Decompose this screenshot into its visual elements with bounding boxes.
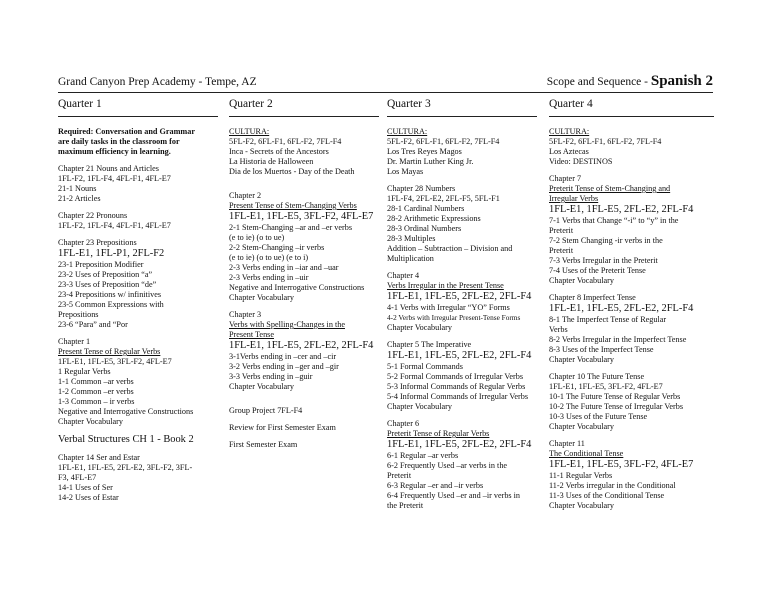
outline-line: La Historia de Halloween — [229, 157, 314, 166]
outline-line: 1FL-E1, 1FL-E5, 2FL-E2, 2FL-F4 — [387, 439, 532, 450]
outline-line: 11-1 Regular Verbs — [549, 471, 613, 480]
outline-line: 8-3 Uses of the Imperfect Tense — [549, 345, 654, 354]
outline-line: 5-1 Formal Commands — [387, 362, 463, 371]
doc-label-text: Scope and Sequence - — [546, 76, 651, 88]
outline-line: Chapter 14 Ser and Estar — [58, 453, 140, 462]
outline-line: 6-3 Regular –er and –ir verbs — [387, 481, 484, 490]
outline-line: Verbs Irregular in the Present Tense — [387, 281, 504, 290]
outline-line: Chapter 1 — [58, 337, 91, 346]
outline-line: Preterit — [387, 471, 412, 480]
outline-line: 23-5 Common Expressions with — [58, 300, 164, 309]
outline-line: 1FL-F2, 1FL-F4, 4FL-F1, 4FL-E7 — [58, 174, 171, 183]
outline-line: 14-2 Uses of Estar — [58, 493, 119, 502]
outline-line: 4-1 Verbs with Irregular “YO” Forms — [387, 303, 510, 312]
outline-line: 1FL-E1, 1FL-P1, 2FL-F2 — [58, 248, 165, 259]
spacer — [549, 286, 714, 293]
document-label — [547, 73, 713, 90]
page-header — [58, 73, 713, 90]
spacer — [387, 412, 537, 419]
outline-line: Chapter Vocabulary — [549, 501, 614, 510]
outline-line: 3-2 Verbs ending in –ger and –gir — [229, 362, 339, 371]
outline-line: 1FL-E1, 1FL-E5, 3FL-F2, 4FL-E7 — [549, 382, 663, 391]
outline-line: maximum efficiency in learning. — [58, 147, 171, 156]
outline-line: Preterit — [549, 246, 574, 255]
outline-line: Video: DESTINOS — [549, 157, 613, 166]
outline-line: Chapter Vocabulary — [387, 323, 452, 332]
outline-line: 3-3 Verbs ending in –guir — [229, 372, 313, 381]
outline-line: 1-2 Common –er verbs — [58, 387, 134, 396]
outline-line: Present Tense — [229, 330, 274, 339]
outline-line: 1FL-E1, 1FL-E5, 2FL-E2, 3FL-F2, 3FL- — [58, 463, 193, 472]
outline-line: Prepositions — [58, 310, 99, 319]
outline-line: 8-2 Verbs Irregular in the Imperfect Tense — [549, 335, 687, 344]
spacer — [229, 177, 379, 184]
outline-line: Chapter 5 The Imperative — [387, 340, 472, 349]
outline-line: Negative and Interrogative Constructions — [58, 407, 194, 416]
spacer — [229, 184, 379, 191]
outline-line: 11-2 Verbs irregular in the Conditional — [549, 481, 676, 490]
spacer — [229, 433, 379, 440]
outline-line: The Conditional Tense — [549, 449, 624, 458]
outline-line: 1 Regular Verbs — [58, 367, 111, 376]
outline-line: 23-2 Uses of Preposition “a” — [58, 270, 153, 279]
outline-line: 28-3 Ordinal Numbers — [387, 224, 462, 233]
outline-line: 1FL-F2, 1FL-F4, 4FL-F1, 4FL-E7 — [58, 221, 171, 230]
outline-line: Addition – Subtraction – Division and — [387, 244, 513, 253]
outline-line: Multiplication — [387, 254, 434, 263]
outline-line: 5-2 Formal Commands of Irregular Verbs — [387, 372, 524, 381]
spacer — [58, 157, 218, 164]
spacer — [229, 392, 379, 399]
spacer — [229, 416, 379, 423]
outline-line: 23-3 Uses of Preposition “de” — [58, 280, 157, 289]
heading-rule — [229, 116, 379, 117]
outline-line: Chapter Vocabulary — [387, 402, 452, 411]
spacer — [549, 167, 714, 174]
outline-line: Chapter 22 Pronouns — [58, 211, 128, 220]
outline-line: Chapter 6 — [387, 419, 420, 428]
heading-rule — [387, 116, 537, 117]
outline-line: 1-1 Common –ar verbs — [58, 377, 134, 386]
spacer — [387, 264, 537, 271]
outline-line: Preterit Tense of Regular Verbs — [387, 429, 490, 438]
outline-line: Chapter 7 — [549, 174, 582, 183]
outline-line: Verbs — [549, 325, 568, 334]
outline-line: 1FL-E1, 1FL-E5, 2FL-E2, 2FL-F4 — [549, 204, 694, 215]
outline-line: Los Aztecas — [549, 147, 589, 156]
outline-line: Negative and Interrogative Constructions — [229, 283, 365, 292]
spacer — [387, 177, 537, 184]
outline-line: 23-4 Prepositions w/ infinitives — [58, 290, 162, 299]
outline-line: Los Mayas — [387, 167, 424, 176]
outline-line: Chapter 23 Prepositions — [58, 238, 137, 247]
outline-line: 21-1 Nouns — [58, 184, 97, 193]
outline-line: 28-2 Arithmetic Expressions — [387, 214, 481, 223]
quarter-heading: Quarter 3 — [387, 98, 431, 110]
quarter-heading: Quarter 2 — [229, 98, 273, 110]
heading-rule — [58, 116, 218, 117]
spacer — [58, 330, 218, 337]
outline-line: CULTURA: — [549, 127, 590, 136]
spacer — [58, 446, 218, 453]
outline-line: Present Tense of Regular Verbs — [58, 347, 161, 356]
outline-line: 10-2 The Future Tense of Irregular Verbs — [549, 402, 684, 411]
outline-line: 6-1 Regular –ar verbs — [387, 451, 459, 460]
heading-rule — [549, 116, 714, 117]
outline-line: Chapter 28 Numbers — [387, 184, 456, 193]
outline-line: 7-4 Uses of the Preterit Tense — [549, 266, 646, 275]
spacer — [549, 432, 714, 439]
outline-line: 2-3 Verbs ending in –uir — [229, 273, 309, 282]
outline-line: Present Tense of Stem-Changing Verbs — [229, 201, 357, 210]
outline-line: (e to ie) (o to ue) (e to i) — [229, 253, 309, 262]
outline-line: First Semester Exam — [229, 440, 298, 449]
spacer — [58, 427, 218, 434]
outline-line: Group Project 7FL-F4 — [229, 406, 303, 415]
outline-line: 6-4 Frequently Used –er and –ir verbs in — [387, 491, 521, 500]
outline-line: 7-2 Stem Changing -ir verbs in the — [549, 236, 663, 245]
outline-line: F3, 4FL-E7 — [58, 473, 97, 482]
outline-line: Chapter 10 The Future Tense — [549, 372, 645, 381]
outline-line: Preterit — [549, 226, 574, 235]
outline-line: Chapter 3 — [229, 310, 262, 319]
outline-line: 23-1 Preposition Modifier — [58, 260, 144, 269]
outline-line: 2-1 Stem-Changing –ar and –er verbs — [229, 223, 353, 232]
outline-line: Verbal Structures CH 1 - Book 2 — [58, 434, 194, 445]
outline-line: 1FL-E1, 1FL-E5, 2FL-E2, 2FL-F4 — [387, 291, 532, 302]
outline-line: Chapter Vocabulary — [549, 355, 614, 364]
outline-line: 5FL-F2, 6FL-F1, 6FL-F2, 7FL-F4 — [549, 137, 662, 146]
quarter-heading: Quarter 4 — [549, 98, 593, 110]
outline-line: 1FL-E1, 1FL-E5, 3FL-F2, 4FL-E7 — [58, 357, 172, 366]
outline-line: Inca - Secrets of the Ancestors — [229, 147, 329, 156]
outline-line: 10-1 The Future Tense of Regular Verbs — [549, 392, 681, 401]
outline-line: Dia de los Muertos - Day of the Death — [229, 167, 355, 176]
outline-line: Chapter 21 Nouns and Articles — [58, 164, 159, 173]
outline-line: Chapter Vocabulary — [58, 417, 123, 426]
outline-line: 4-2 Verbs with Irregular Present-Tense Forms — [387, 313, 521, 322]
spacer — [58, 204, 218, 211]
outline-line: CULTURA: — [229, 127, 270, 136]
outline-line: 28-3 Multiples — [387, 234, 436, 243]
outline-line: Los Tres Reyes Magos — [387, 147, 462, 156]
outline-line: CULTURA: — [387, 127, 428, 136]
subject-title: Spanish 2 — [650, 73, 713, 89]
outline-line: 3-1Verbs ending in –cer and –cir — [229, 352, 337, 361]
outline-line: Chapter 11 — [549, 439, 585, 448]
outline-line: 5FL-F2, 6FL-F1, 6FL-F2, 7FL-F4 — [387, 137, 500, 146]
column-quarter-2 — [229, 98, 379, 450]
outline-line: (e to ie) (o to ue) — [229, 233, 285, 242]
outline-line: 1FL-E1, 1FL-E5, 3FL-F2, 4FL-E7 — [229, 211, 374, 222]
outline-line: 2-3 Verbs ending in –iar and –uar — [229, 263, 339, 272]
outline-line: 23-6 “Para” and “Por — [58, 320, 128, 329]
outline-line: 21-2 Articles — [58, 194, 101, 203]
outline-line: Required: Conversation and Grammar — [58, 127, 195, 136]
outline-line: 5-3 Informal Commands of Regular Verbs — [387, 382, 526, 391]
outline-line: Chapter Vocabulary — [229, 382, 294, 391]
outline-line: Preterit Tense of Stem-Changing and — [549, 184, 671, 193]
outline-line: 2-2 Stem-Changing –ir verbs — [229, 243, 325, 252]
outline-line: Chapter Vocabulary — [549, 422, 614, 431]
outline-line: Verbs with Spelling-Changes in the — [229, 320, 345, 329]
outline-line: 28-1 Cardinal Numbers — [387, 204, 465, 213]
outline-line: 1FL-E1, 1FL-E5, 2FL-E2, 2FL-F4 — [387, 350, 532, 361]
outline-line: 1-3 Common – ir verbs — [58, 397, 135, 406]
outline-line: Dr. Martin Luther King Jr. — [387, 157, 474, 166]
school-name: Grand Canyon Prep Academy - Tempe, AZ — [58, 76, 257, 88]
outline-line: Chapter 2 — [229, 191, 262, 200]
spacer — [229, 399, 379, 406]
outline-line: Chapter 4 — [387, 271, 420, 280]
outline-line: Chapter Vocabulary — [549, 276, 614, 285]
outline-line: 1FL-F4, 2FL-E2, 2FL-F5, 5FL-F1 — [387, 194, 500, 203]
spacer — [549, 365, 714, 372]
outline-line: 5-4 Informal Commands of Irregular Verbs — [387, 392, 529, 401]
outline-line: 8-1 The Imperfect Tense of Regular — [549, 315, 667, 324]
header-rule — [58, 92, 713, 93]
outline-line: the Preterit — [387, 501, 424, 510]
column-quarter-1 — [58, 98, 218, 503]
outline-line: Irregular Verbs — [549, 194, 599, 203]
outline-line: are daily tasks in the classroom for — [58, 137, 180, 146]
spacer — [387, 333, 537, 340]
outline-line: 7-1 Verbs that Change “-i” to “y” in the — [549, 216, 679, 225]
outline-line: 11-3 Uses of the Conditional Tense — [549, 491, 665, 500]
outline-line: 1FL-E1, 1FL-E5, 2FL-E2, 2FL-F4 — [549, 303, 694, 314]
outline-line: 10-3 Uses of the Future Tense — [549, 412, 648, 421]
outline-line: 5FL-F2, 6FL-F1, 6FL-F2, 7FL-F4 — [229, 137, 342, 146]
column-quarter-3 — [387, 98, 537, 511]
outline-line: 7-3 Verbs Irregular in the Preterit — [549, 256, 658, 265]
outline-line: Chapter Vocabulary — [229, 293, 294, 302]
outline-line: Chapter 8 Imperfect Tense — [549, 293, 636, 302]
quarter-heading: Quarter 1 — [58, 98, 102, 110]
spacer — [229, 303, 379, 310]
column-quarter-4 — [549, 98, 714, 511]
outline-line: 1FL-E1, 1FL-E5, 3FL-F2, 4FL-E7 — [549, 459, 694, 470]
outline-line: 14-1 Uses of Ser — [58, 483, 113, 492]
outline-line: Review for First Semester Exam — [229, 423, 336, 432]
spacer — [58, 231, 218, 238]
outline-line: 6-2 Frequently Used –ar verbs in the — [387, 461, 508, 470]
outline-line: 1FL-E1, 1FL-E5, 2FL-E2, 2FL-F4 — [229, 340, 374, 351]
